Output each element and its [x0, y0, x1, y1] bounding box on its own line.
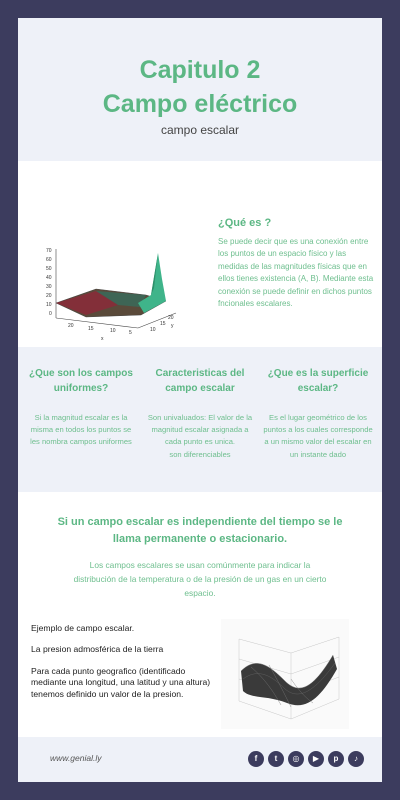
y-axis-label: y: [171, 323, 174, 329]
footer-url-link[interactable]: www.genial.ly: [50, 753, 102, 763]
column-text: Es el lugar geométrico de los puntos a los cuales corresponde a un mismo valor del escalar en un instante dado: [263, 413, 373, 459]
instagram-icon[interactable]: ◎: [288, 751, 304, 767]
title-line-2: Campo eléctrico: [102, 90, 298, 118]
what-is-text: Se puede decir que es una conexión entre los puntos de un espacio físico y las medidas de las magnitudes físicas que en ellos tienes existencia (A, B). Mediante esta conexión se puede definir en dichos puntos fncionales escalares.: [218, 237, 374, 309]
column-scalar-surface: [263, 366, 373, 461]
z-tick: 50: [46, 266, 52, 272]
column-text: Son univaluados: El valor de la magnitud escalar asignada a cada punto es unica.: [147, 413, 253, 447]
column-title: ¿Que son los campos uniformes?: [29, 368, 133, 394]
example-line-2: La presion admosférica de la tierra: [31, 644, 164, 655]
column-uniform-fields: [26, 366, 136, 449]
x-tick: 15: [88, 326, 94, 332]
youtube-icon[interactable]: ▶: [308, 751, 324, 767]
permanent-title: Si un campo escalar es independiente del tiempo se le llama permanente o estacionario.: [57, 516, 343, 545]
x-tick: 20: [68, 323, 74, 329]
saddle-surface-image: [221, 619, 349, 729]
three-columns-section: [18, 347, 382, 492]
z-tick: 60: [46, 257, 52, 263]
what-is-section: [18, 161, 382, 347]
page-subtitle: campo escalar: [160, 123, 240, 137]
what-is-title: ¿Qué es ?: [218, 217, 272, 229]
facebook-icon[interactable]: f: [248, 751, 264, 767]
y-tick: 15: [160, 321, 166, 327]
footer: [18, 737, 382, 782]
column-title: ¿Que es la superficie escalar?: [267, 368, 369, 394]
header-section: [18, 18, 382, 161]
example-line-1: Ejemplo de campo escalar.: [31, 623, 135, 633]
example-section: [18, 607, 382, 737]
permanent-section: [18, 492, 382, 607]
column-characteristics: [145, 366, 255, 461]
x-tick: 10: [110, 328, 116, 334]
z-tick: 20: [46, 293, 52, 299]
infographic-page: [18, 18, 382, 782]
pinterest-icon[interactable]: p: [328, 751, 344, 767]
column-text-2: son diferenciables: [169, 449, 231, 459]
x-tick: 5: [129, 330, 132, 336]
z-tick: 0: [49, 311, 52, 317]
x-axis-label: x: [101, 336, 104, 342]
z-tick: 30: [46, 284, 52, 290]
twitter-icon[interactable]: t: [268, 751, 284, 767]
example-text-block: [31, 623, 211, 710]
title-line-1: Capitulo 2: [139, 56, 261, 84]
page-title: [18, 53, 382, 121]
y-tick: 20: [168, 315, 174, 321]
z-tick: 10: [46, 302, 52, 308]
social-icons: [248, 751, 364, 767]
example-line-3: Para cada punto geografico (identificado mediante una longitud, una latitud y una altura) tenemos definido un valor de la presion.: [31, 665, 211, 699]
z-tick: 40: [46, 275, 52, 281]
z-tick: 70: [46, 248, 52, 254]
y-tick: 10: [150, 327, 156, 333]
surface-plot-3d: [26, 243, 196, 343]
tiktok-icon[interactable]: ♪: [348, 751, 364, 767]
column-title: Caracteristicas del campo escalar: [155, 368, 245, 394]
column-text: Si la magnitud escalar es la misma en todos los puntos se les nombra campos uniformes: [30, 413, 132, 447]
permanent-text: Los campos escalares se usan comúnmente para indicar la distribución de la temperatura o de la presión de un gas en un cierto espacio.: [73, 560, 327, 598]
